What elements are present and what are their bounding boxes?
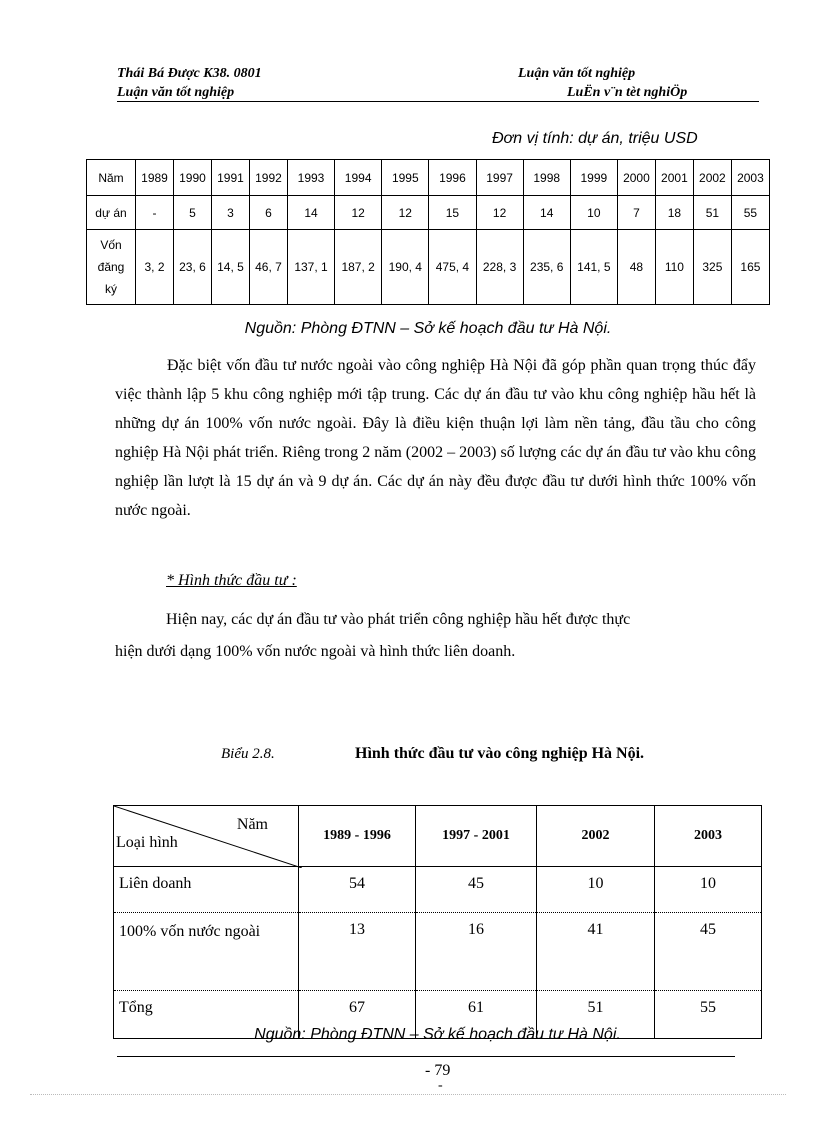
year-cell: 1998 (523, 160, 570, 196)
year-cell: 1996 (429, 160, 476, 196)
projects-cell: 3 (211, 196, 249, 230)
projects-cell: 12 (476, 196, 523, 230)
projects-cell: 5 (173, 196, 211, 230)
page-break-line (30, 1094, 786, 1095)
projects-cell: 12 (382, 196, 429, 230)
table-row (87, 196, 770, 230)
capital-cell: 228, 3 (476, 230, 523, 305)
value-cell: 16 (416, 913, 537, 991)
value-cell: 51 (537, 991, 655, 1039)
paragraph-text: Đặc biệt vốn đầu tư nước ngoài vào công nghiệp Hà Nội đã góp phần quan trọng thúc đẩy việc thành lập 5 khu công nghiệp mới tập trung. Các dự án đầu tư vào khu công nghiệp hầu hết là những dự án 100% vốn nước ngoài. Đây là điều kiện thuận lợi làm nền tảng, đầu tầu cho công nghiệp Hà Nội phát triển. Riêng trong 2 năm (2002 – 2003) số lượng các dự án đầu tư vào khu công nghiệp lần lượt là 15 dự án và 9 dự án. Các dự án này đều được đầu tư dưới hình thức 100% vốn nước ngoài. (115, 357, 756, 519)
projects-cell: 14 (287, 196, 334, 230)
projects-cell: 14 (523, 196, 570, 230)
capital-cell: 325 (693, 230, 731, 305)
header-rule (117, 101, 759, 102)
projects-cell: 12 (335, 196, 382, 230)
projects-cell: 7 (617, 196, 655, 230)
value-cell: 41 (537, 913, 655, 991)
value-cell: 61 (416, 991, 537, 1039)
capital-cell: 235, 6 (523, 230, 570, 305)
capital-cell: 46, 7 (249, 230, 287, 305)
value-cell: 10 (537, 867, 655, 913)
capital-cell: 23, 6 (173, 230, 211, 305)
value-cell: 54 (299, 867, 416, 913)
table2-title: Hình thức đầu tư vào công nghiệp Hà Nội. (355, 745, 645, 762)
year-cell: 1993 (287, 160, 334, 196)
year-cell: 1994 (335, 160, 382, 196)
table-row (87, 160, 770, 196)
capital-cell: 187, 2 (335, 230, 382, 305)
corner-type-label: Loại hình (116, 834, 178, 851)
year-cell: 1991 (211, 160, 249, 196)
header-title-left: Luận văn tốt nghiệp (117, 85, 235, 100)
table1-source: Nguồn: Phòng ĐTNN – Sở kế hoạch đầu tư Hà Nội. (244, 320, 612, 337)
projects-cell: 18 (655, 196, 693, 230)
paragraph2-line1: Hiện nay, các dự án đầu tư vào phát triển công nghiệp hầu hết được thực (166, 611, 631, 628)
capital-cell: 3, 2 (136, 230, 174, 305)
projects-cell: 15 (429, 196, 476, 230)
row-label: 100% vốn nước ngoài (114, 913, 299, 991)
projects-cell: 6 (249, 196, 287, 230)
value-cell: 55 (655, 991, 762, 1039)
value-cell: 45 (416, 867, 537, 913)
year-cell: 2001 (655, 160, 693, 196)
value-cell: 45 (655, 913, 762, 991)
projects-cell: - (136, 196, 174, 230)
value-cell: 67 (299, 991, 416, 1039)
row-label: Liên doanh (114, 867, 299, 913)
column-header: 2003 (655, 806, 762, 867)
fdi-year-table (86, 159, 770, 305)
year-cell: 2000 (617, 160, 655, 196)
table1-unit: Đơn vị tính: dự án, triệu USD (492, 130, 698, 147)
table-row (114, 913, 762, 991)
capital-cell: 48 (617, 230, 655, 305)
capital-cell: 475, 4 (429, 230, 476, 305)
year-cell: 1995 (382, 160, 429, 196)
capital-cell: 137, 1 (287, 230, 334, 305)
paragraph2-line2: hiện dưới dạng 100% vốn nước ngoài và hình thức liên doanh. (115, 643, 516, 660)
column-header: 1997 - 2001 (416, 806, 537, 867)
footer-rule (117, 1056, 735, 1057)
table-header-row (114, 806, 762, 867)
year-cell: 1992 (249, 160, 287, 196)
row-header-projects: dự án (87, 196, 136, 230)
section-subheading: * Hình thức đầu tư : (166, 572, 297, 589)
year-cell: 1989 (136, 160, 174, 196)
capital-cell: 14, 5 (211, 230, 249, 305)
table2-label: Biểu 2.8. (221, 746, 275, 762)
table-row (114, 867, 762, 913)
projects-cell: 10 (570, 196, 617, 230)
table2-source: Nguồn: Phòng ĐTNN – Sở kế hoạch đầu tư Hà Nội. (254, 1026, 621, 1043)
year-cell: 1990 (173, 160, 211, 196)
header-title-right: Luận văn tốt nghiệp (518, 66, 636, 81)
corner-cell (114, 806, 299, 867)
year-cell: 2003 (731, 160, 769, 196)
row-label: Tổng (114, 991, 299, 1039)
page-number: - 79 (425, 1062, 451, 1079)
value-cell: 10 (655, 867, 762, 913)
projects-cell: 51 (693, 196, 731, 230)
row-header-year: Năm (87, 160, 136, 196)
table-row (87, 230, 770, 305)
year-cell: 2002 (693, 160, 731, 196)
footer-dash: - (438, 1078, 443, 1093)
projects-cell: 55 (731, 196, 769, 230)
row-header-capital: Vốn đăng ký (87, 230, 136, 305)
capital-cell: 141, 5 (570, 230, 617, 305)
capital-cell: 165 (731, 230, 769, 305)
header-title-garbled: LuËn v¨n tèt nghiÖp (567, 85, 688, 100)
capital-cell: 110 (655, 230, 693, 305)
body-paragraph (115, 351, 756, 525)
year-cell: 1999 (570, 160, 617, 196)
corner-year-label: Năm (236, 816, 268, 833)
year-cell: 1997 (476, 160, 523, 196)
column-header: 1989 - 1996 (299, 806, 416, 867)
investment-form-table (113, 805, 762, 1039)
value-cell: 13 (299, 913, 416, 991)
column-header: 2002 (537, 806, 655, 867)
header-author: Thái Bá Được K38. 0801 (117, 66, 262, 81)
capital-cell: 190, 4 (382, 230, 429, 305)
